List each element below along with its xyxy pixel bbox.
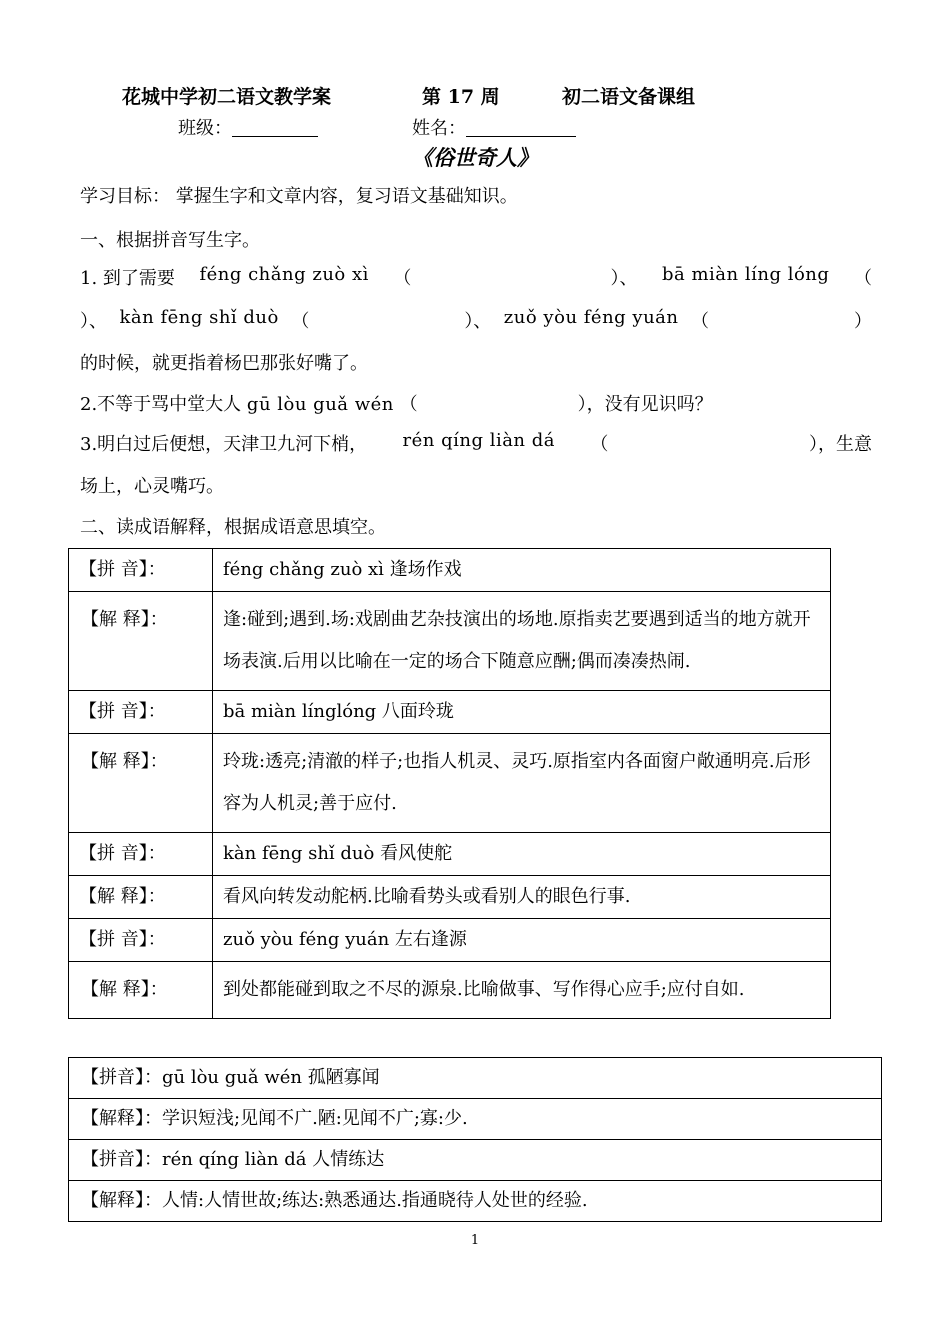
pinyin-label: 【拼 音】： [69, 833, 213, 876]
pinyin-value: féng chǎng zuò xì 逢场作戏 [213, 549, 831, 592]
table-row [69, 962, 831, 1019]
table-row [69, 549, 831, 592]
table-row [69, 1140, 882, 1181]
pinyin-label: 【拼 音】： [69, 691, 213, 734]
idiom-row-cell [69, 1140, 882, 1181]
pinyin-label: 【拼 音】： [69, 919, 213, 962]
table-row [69, 592, 831, 691]
q3-lead: 3.明白过后便想，天津卫九河下梢， [80, 434, 368, 455]
q1-pinyin-4: zuǒ yòu féng yuán [503, 307, 679, 328]
q1-bracket-close: ）、 [610, 268, 638, 289]
table-row [69, 1181, 882, 1222]
pinyin-label: 【拼 音】： [69, 549, 213, 592]
q3-pinyin: rén qíng liàn dá [402, 430, 556, 451]
school-title: 花城中学初二语文教学案 [122, 86, 332, 108]
q1-answer-3[interactable] [322, 307, 452, 333]
q1-bracket-open-2: （ [853, 268, 872, 289]
section2-heading: 二、读成语解释，根据成语意思填空。 [80, 517, 386, 538]
row-label: 【拼音】： [81, 1067, 162, 1088]
page-number: 1 [470, 1233, 480, 1248]
q1-close-2: ）、 [80, 311, 107, 332]
q1-answer-1[interactable] [436, 264, 586, 290]
class-blank[interactable] [232, 118, 318, 137]
pinyin-value: kàn fēng shǐ duò 看风使舵 [213, 833, 831, 876]
table-row [69, 876, 831, 919]
idiom-row-cell [69, 1058, 882, 1099]
q1-line3: 的时候，就更指着杨巴那张好嘴了。 [80, 353, 368, 374]
explain-value: 逢:碰到;遇到.场:戏剧曲艺杂技演出的场地.原指卖艺要遇到适当的地方就开场表演.后用以比喻在一定的场合下随意应酬;偶而凑凑热闹. [213, 592, 831, 691]
section1-heading: 一、根据拼音写生字。 [80, 230, 260, 251]
lesson-title: 《俗世奇人》 [412, 145, 538, 170]
explain-label: 【解 释】： [69, 962, 213, 1019]
explain-value: 玲珑:透亮;清澈的样子;也指人机灵、灵巧.原指室内各面窗户敞通明亮.后形容为人机灵;善于应付. [213, 734, 831, 833]
explain-value: 看风向转发动舵柄.比喻看势头或看别人的眼色行事. [213, 876, 831, 919]
pinyin-value: zuǒ yòu féng yuán 左右逢源 [213, 919, 831, 962]
row-text: 人情:人情世故;练达:熟悉通达.指通晓待人处世的经验. [162, 1190, 588, 1211]
table-row [69, 833, 831, 876]
idiom-table-1 [68, 548, 831, 1019]
explain-value: 到处都能碰到取之不尽的源泉.比喻做事、写作得心应手;应付自如. [213, 962, 831, 1019]
explain-label: 【解 释】： [69, 592, 213, 691]
q3-tail: ），生意 [808, 434, 872, 455]
explain-label: 【解 释】： [69, 734, 213, 833]
row-text: rén qíng liàn dá 人情练达 [162, 1149, 385, 1170]
group-label: 初二语文备课组 [562, 86, 696, 108]
name-label: 姓名： [412, 118, 466, 139]
q2-open: （ [399, 394, 418, 415]
class-label: 班级： [178, 118, 232, 139]
row-label: 【解释】： [81, 1108, 162, 1129]
q1-pinyin-3: kàn fēng shǐ duò [119, 307, 279, 328]
q2-pinyin: gū lòu guǎ wén [246, 394, 394, 415]
q1-open-4: （ [690, 311, 709, 332]
q1-close-4: ） [853, 311, 872, 332]
table-row [69, 919, 831, 962]
name-blank[interactable] [466, 118, 576, 137]
class-field [178, 114, 318, 140]
q1-answer-4[interactable] [721, 307, 841, 333]
learning-objective: 学习目标： 掌握生字和文章内容，复习语文基础知识。 [80, 186, 518, 207]
q1-pinyin-1: féng chǎng zuò xì [199, 264, 369, 285]
q2-tail: ），没有见识吗？ [577, 394, 713, 415]
q3-answer[interactable] [644, 430, 774, 456]
q1-open-3: （ [291, 311, 310, 332]
idiom-row-cell [69, 1099, 882, 1140]
row-label: 【解释】： [81, 1190, 162, 1211]
q2-line [80, 390, 872, 416]
q1-pinyin-2: bā miàn líng lóng [662, 264, 830, 285]
q1-line2 [80, 307, 872, 333]
idiom-row-cell [69, 1181, 882, 1222]
row-text: gū lòu guǎ wén 孤陋寡闻 [162, 1067, 380, 1088]
row-text: 学识短浅;见闻不广.陋:见闻不广;寡:少. [162, 1108, 468, 1129]
pinyin-value: bā miàn línglóng 八面玲珑 [213, 691, 831, 734]
q2-lead: 2.不等于骂中堂大人 [80, 394, 242, 415]
q3-open: （ [590, 434, 609, 455]
idiom-table-2 [68, 1057, 882, 1222]
q1-close-3: ）、 [464, 311, 492, 332]
explain-label: 【解 释】： [69, 876, 213, 919]
q1-lead: 1. 到了需要 [80, 268, 175, 289]
row-label: 【拼音】： [81, 1149, 162, 1170]
name-field [412, 114, 576, 140]
week-label: 第 17 周 [422, 86, 500, 108]
table-row [69, 1099, 882, 1140]
table-row [69, 1058, 882, 1099]
table-row [69, 734, 831, 833]
q3-line1 [80, 430, 872, 456]
table-row [69, 691, 831, 734]
q3-line2: 场上，心灵嘴巧。 [80, 476, 224, 497]
q1-bracket-open: （ [393, 268, 412, 289]
q1-line1 [80, 264, 872, 290]
